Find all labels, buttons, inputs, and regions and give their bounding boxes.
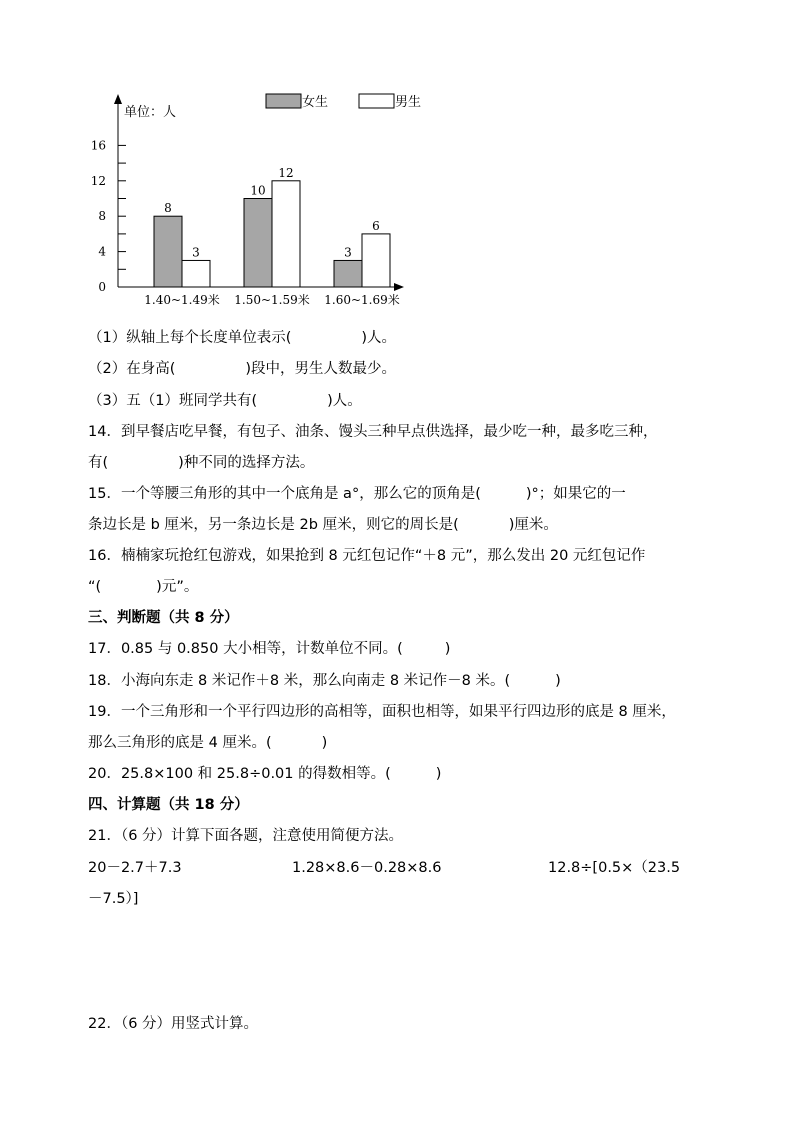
question-13-2: （2）在身高( )段中，男生人数最少。 (88, 361, 397, 377)
question-20: 20．25.8×100 和 25.8÷0.01 的得数相等。( ) (88, 766, 442, 782)
section-3-heading: 三、判断题（共 8 分） (88, 610, 239, 626)
y-tick-label: 0 (98, 280, 106, 294)
bar-value-label: 3 (344, 245, 352, 260)
question-21-expr-1: 20－2.7＋7.3 (88, 860, 182, 876)
bar (244, 199, 272, 288)
question-21-expr-3-cont: －7.5）] (88, 891, 139, 907)
question-21-expr-3: 12.8÷[0.5×（23.5 (548, 860, 681, 876)
question-16-line1: 16．楠楠家玩抢红包游戏，如果抢到 8 元红包记作“＋8 元”，那么发出 20 元红包记作 (88, 548, 646, 564)
y-tick-label: 4 (98, 244, 106, 259)
bar (154, 216, 182, 287)
bar-value-label: 8 (164, 201, 172, 216)
y-tick-label: 16 (90, 138, 106, 153)
question-19-line2: 那么三角形的底是 4 厘米。( ) (88, 735, 328, 751)
legend-label: 女生 (302, 95, 329, 110)
question-18: 18．小海向东走 8 米记作＋8 米，那么向南走 8 米记作－8 米。( ) (88, 673, 561, 689)
legend-label: 男生 (395, 95, 422, 110)
legend-swatch (359, 94, 394, 108)
section-4-heading: 四、计算题（共 18 分） (88, 797, 249, 813)
bar-value-label: 6 (372, 218, 380, 233)
question-17: 17．0.85 与 0.850 大小相等，计数单位不同。( ) (88, 641, 451, 657)
question-13-3: （3）五（1）班同学共有( )人。 (88, 393, 362, 409)
x-category-label: 1.50~1.59米 (234, 293, 310, 307)
question-15-line1: 15．一个等腰三角形的其中一个底角是 a°，那么它的顶角是( )°；如果它的一 (88, 486, 626, 502)
bar-value-label: 3 (192, 245, 200, 260)
question-21-expr-2: 1.28×8.6－0.28×8.6 (292, 860, 442, 876)
question-14-line2: 有( )种不同的选择方法。 (88, 455, 315, 471)
question-15-line2: 条边长是 b 厘米，另一条边长是 2b 厘米，则它的周长是( )厘米。 (88, 517, 558, 533)
question-14-line1: 14．到早餐店吃早餐，有包子、油条、馒头三种早点供选择，最少吃一种，最多吃三种， (88, 424, 658, 440)
y-tick-label: 12 (90, 173, 106, 188)
legend-swatch (266, 94, 301, 108)
question-13-1: （1）纵轴上每个长度单位表示( )人。 (88, 330, 397, 346)
bar (272, 181, 300, 287)
bar (334, 260, 362, 287)
x-category-label: 1.40~1.49米 (144, 293, 220, 307)
x-category-label: 1.60~1.69米 (324, 293, 400, 307)
question-22: 22．（6 分）用竖式计算。 (88, 1016, 259, 1032)
bar (362, 234, 390, 287)
y-axis-unit-label: 单位：人 (124, 105, 177, 120)
question-21: 21．（6 分）计算下面各题，注意使用简便方法。 (88, 828, 404, 844)
question-19-line1: 19．一个三角形和一个平行四边形的高相等，面积也相等，如果平行四边形的底是 8 厘米， (88, 704, 676, 720)
x-axis-arrow (394, 283, 404, 291)
y-axis-arrow (114, 94, 122, 104)
bar (182, 260, 210, 287)
bar-value-label: 12 (278, 165, 294, 180)
question-16-line2: “( )元”。 (88, 579, 199, 595)
bar-value-label: 10 (250, 183, 266, 198)
y-tick-label: 8 (98, 209, 106, 224)
bar-chart (86, 82, 446, 322)
